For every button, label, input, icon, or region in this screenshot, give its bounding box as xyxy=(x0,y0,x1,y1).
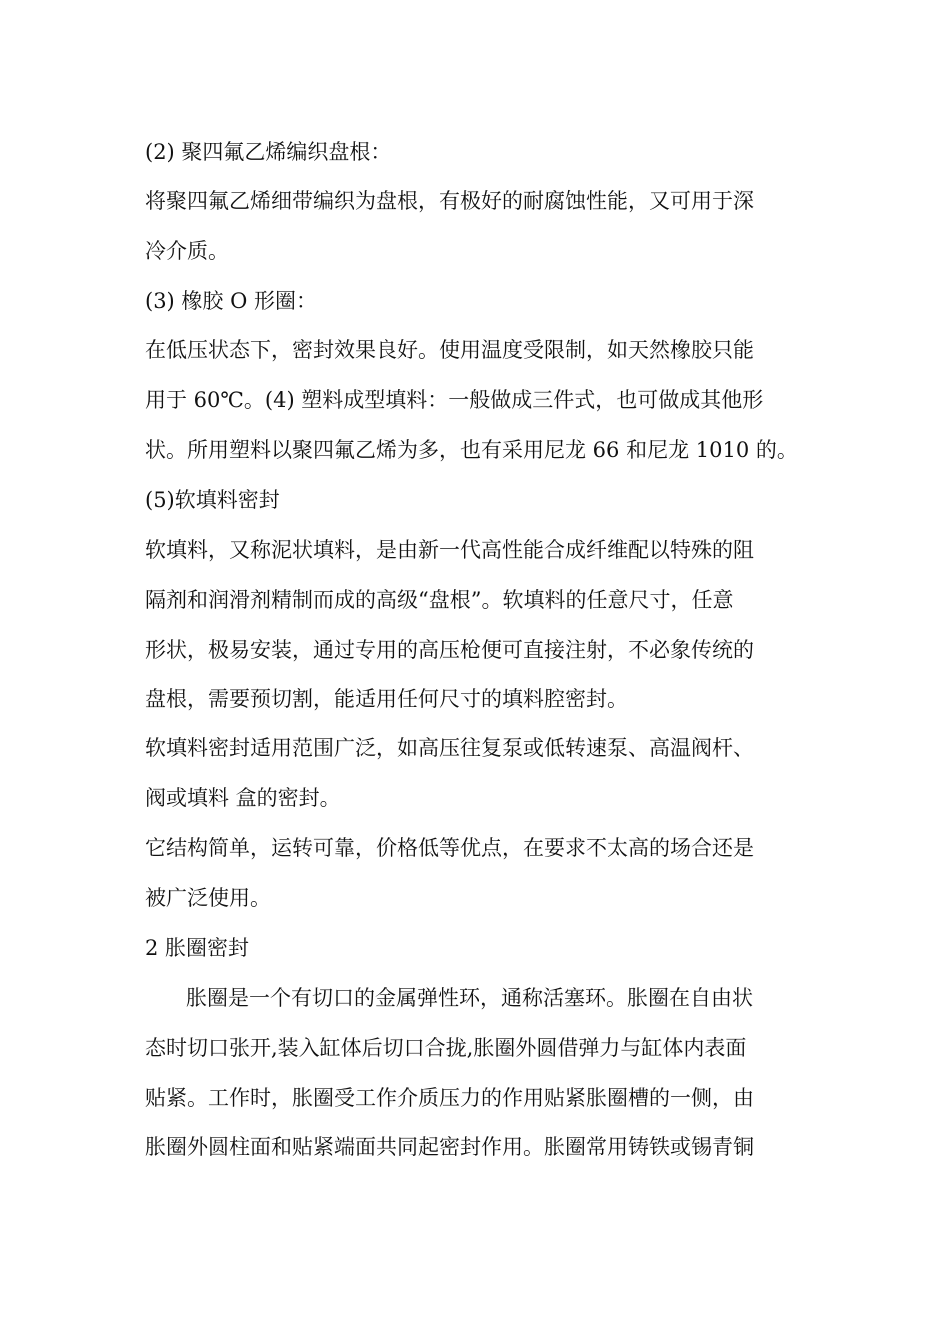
text-line: 胀圈是一个有切口的金属弹性环，通称活塞环。胀圈在自由状 xyxy=(186,986,753,1010)
heading-rubber-o-ring: (3) 橡胶 O 形圈： xyxy=(145,289,317,313)
text-line: 状。所用塑料以聚四氟乙烯为多，也有采用尼龙 66 和尼龙 1010 的。 xyxy=(145,438,798,462)
text-line: 胀圈外圆柱面和贴紧端面共同起密封作用。胀圈常用铸铁或锡青铜 xyxy=(145,1135,754,1159)
text-line: 态时切口张开,装入缸体后切口合拢,胀圈外圆借弹力与缸体内表面 xyxy=(145,1036,747,1060)
text-line: 软填料密封适用范围广泛，如高压往复泵或低转速泵、高温阀杆、 xyxy=(145,736,754,760)
text-line: 阀或填料 盒的密封。 xyxy=(145,786,341,810)
text-line: 隔剂和润滑剂精制而成的高级“盘根”。软填料的任意尺寸，任意 xyxy=(145,588,734,612)
text-line: 将聚四氟乙烯细带编织为盘根，有极好的耐腐蚀性能，又可用于深 xyxy=(145,189,754,213)
text-line: 被广泛使用。 xyxy=(145,886,271,910)
text-line: 贴紧。工作时，胀圈受工作介质压力的作用贴紧胀圈槽的一侧，由 xyxy=(145,1086,754,1110)
text-line: 它结构简单，运转可靠，价格低等优点，在要求不太高的场合还是 xyxy=(145,836,754,860)
text-line: 形状，极易安装，通过专用的高压枪便可直接注射，不必象传统的 xyxy=(145,638,754,662)
heading-expansion-ring-seal: 2 胀圈密封 xyxy=(145,936,250,960)
text-line: 在低压状态下，密封效果良好。使用温度受限制，如天然橡胶只能 xyxy=(145,338,754,362)
text-line: 盘根，需要预切割，能适用任何尺寸的填料腔密封。 xyxy=(145,687,628,711)
heading-soft-packing-seal: (5)软填料密封 xyxy=(145,488,280,512)
heading-ptfe-braided-packing: (2) 聚四氟乙烯编织盘根： xyxy=(145,140,392,164)
text-line: 冷介质。 xyxy=(145,239,229,263)
text-line: 软填料，又称泥状填料，是由新一代高性能合成纤维配以特殊的阻 xyxy=(145,538,754,562)
text-line: 用于 60℃。(4) 塑料成型填料：一般做成三件式，也可做成其他形 xyxy=(145,388,764,412)
